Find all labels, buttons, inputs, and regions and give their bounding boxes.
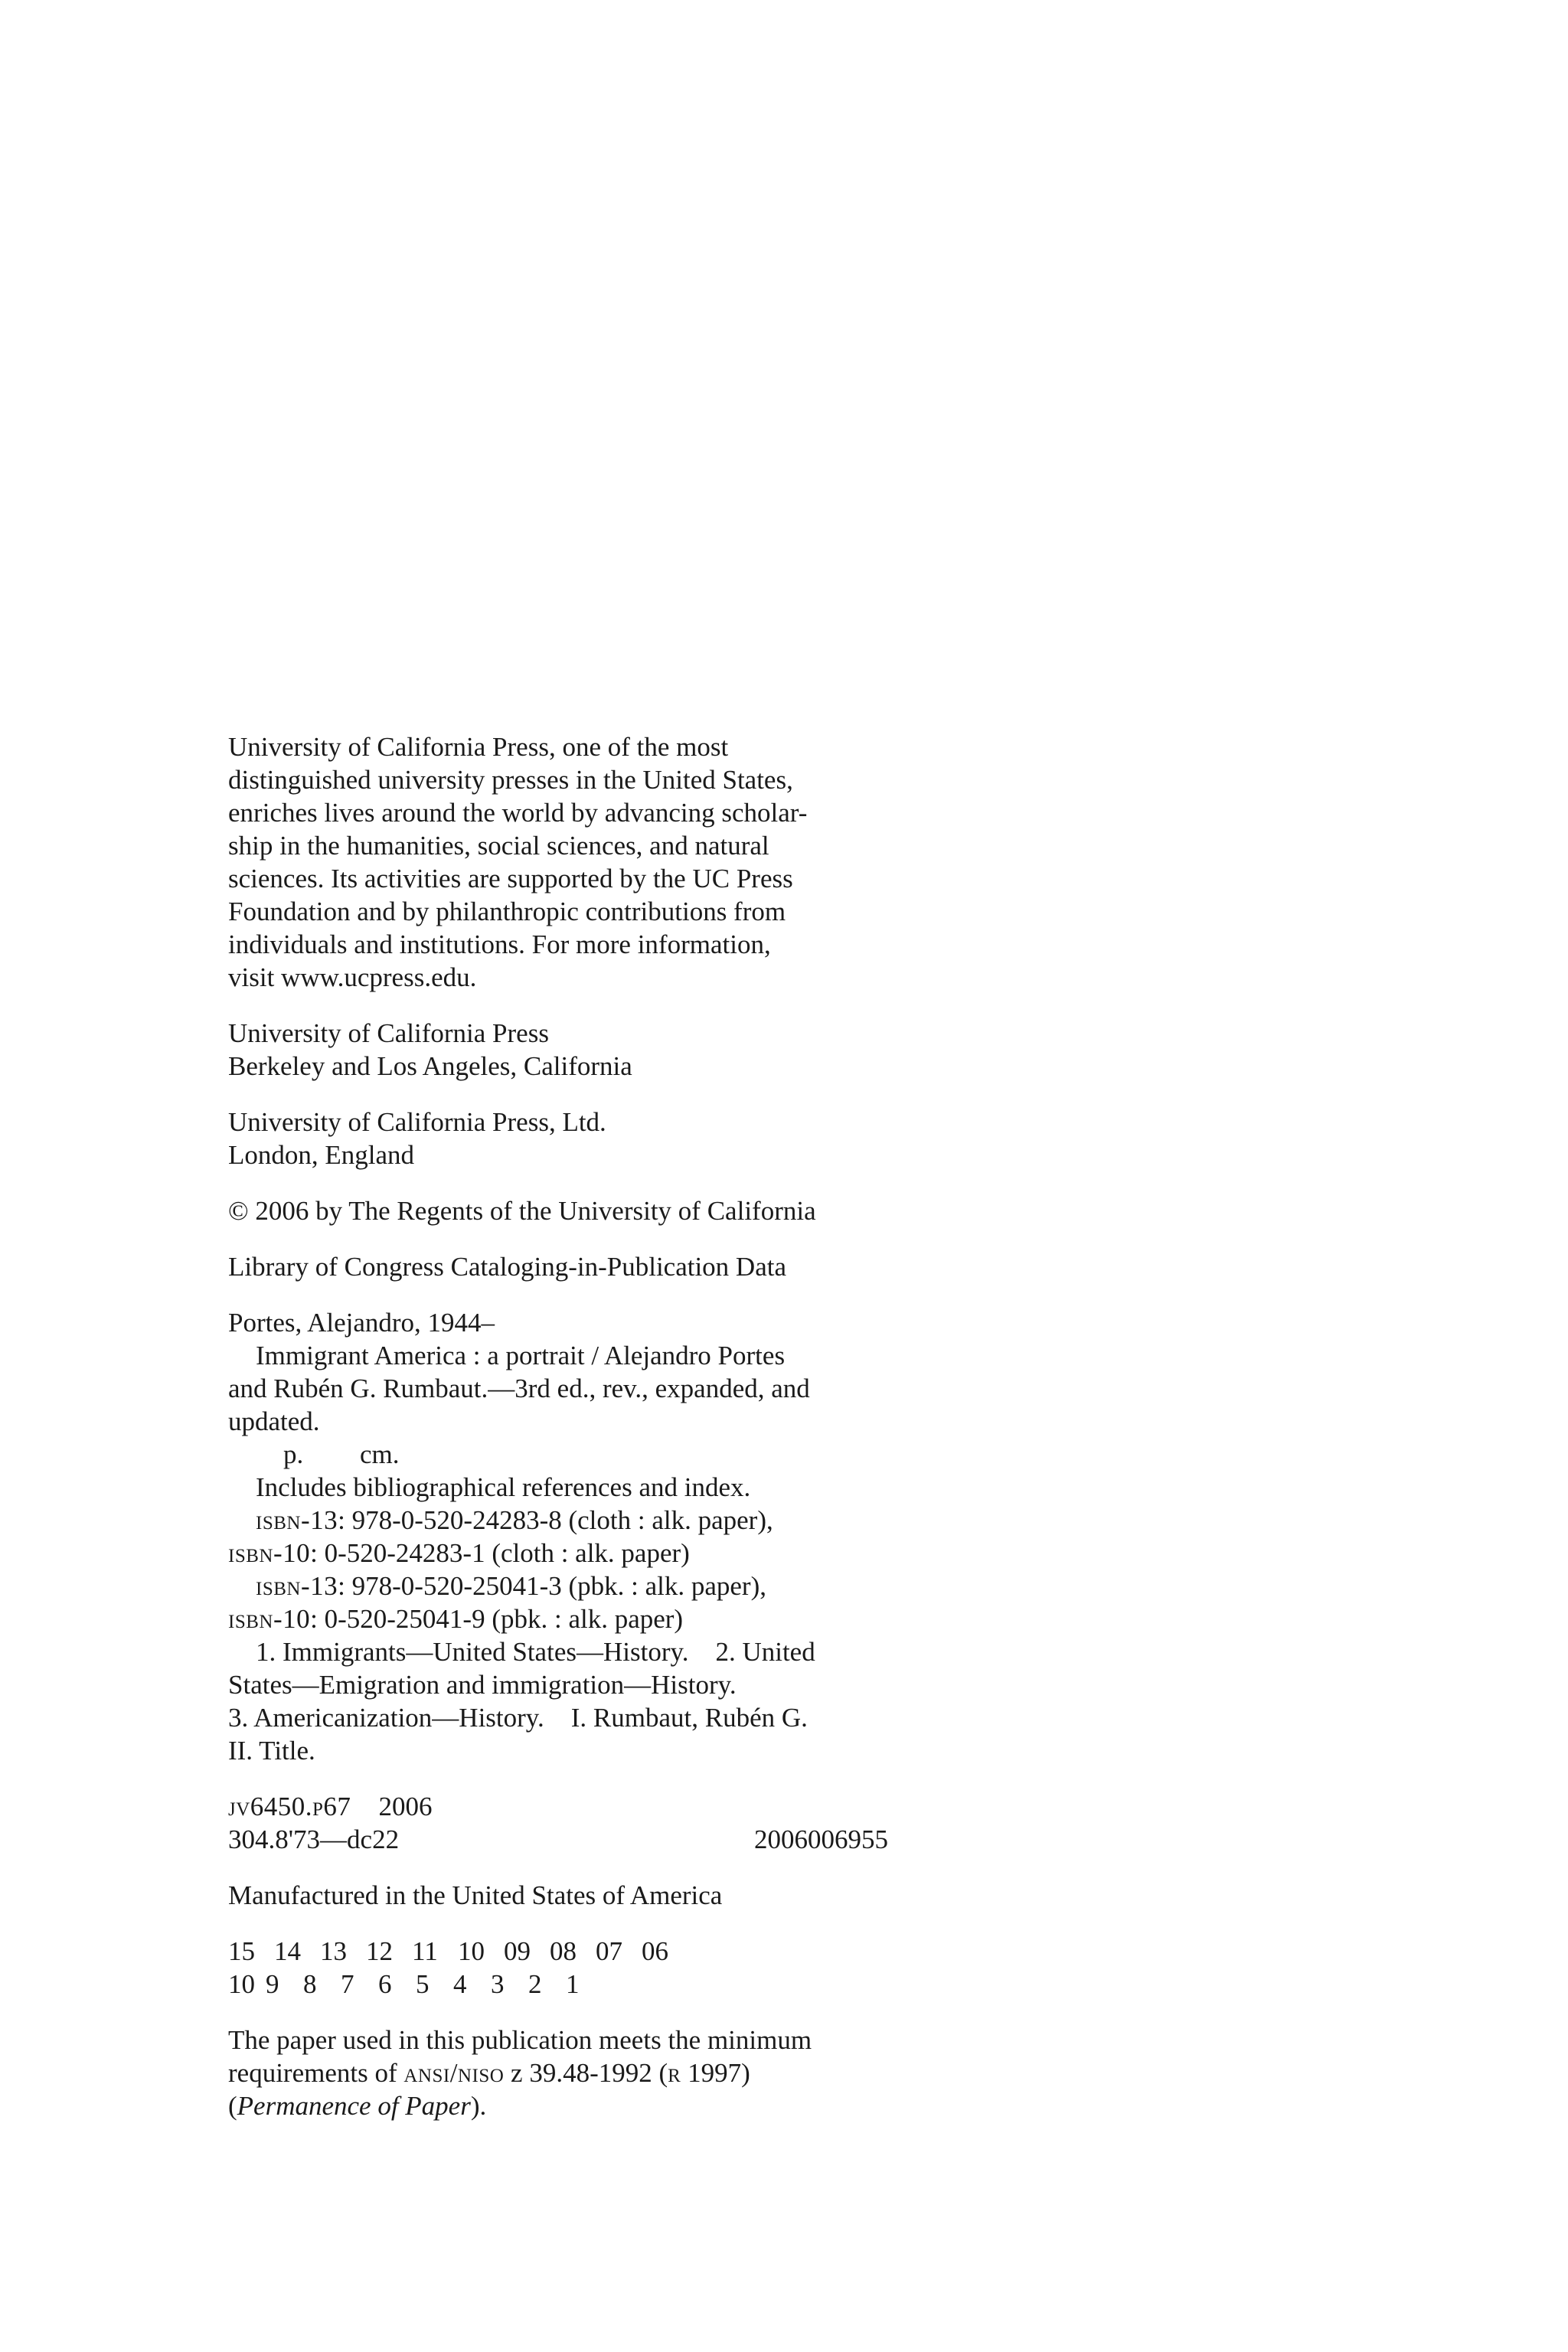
printing-year: 12: [366, 1936, 393, 1966]
blurb-line: ship in the humanities, social sciences, and natural: [228, 831, 769, 861]
permanence-title: Permanence of Paper: [237, 2091, 471, 2121]
printing-number: 10: [228, 1969, 255, 1999]
cip-subjects: 3. Americanization—History. I. Rumbaut, Rubén G.: [228, 1703, 808, 1733]
cip-physical: [228, 1438, 917, 1471]
cip-title: updated.: [228, 1406, 320, 1436]
printing-year: 09: [504, 1936, 531, 1966]
manufactured-notice: [228, 1879, 917, 1912]
printing-year: 06: [642, 1936, 668, 1966]
paper-note: [228, 2024, 917, 2122]
paper-note-line: [228, 2089, 917, 2122]
blurb-line: individuals and institutions. For more information,: [228, 929, 771, 959]
paper-note-text: (: [228, 2091, 237, 2121]
publisher-name: University of California Press, Ltd.: [228, 1107, 606, 1137]
cip-subjects: II. Title.: [228, 1736, 315, 1766]
printing-number: 4: [453, 1969, 467, 1999]
printing-number: 8: [303, 1969, 317, 1999]
paper-note-text: ).: [470, 2091, 487, 2121]
paper-note-line: The paper used in this publication meets the minimum: [228, 2025, 812, 2055]
cip-isbn: [228, 1504, 917, 1537]
cip-heading: [228, 1250, 917, 1283]
printing-line: [228, 1935, 917, 2001]
lccn-number: 2006006955: [754, 1824, 888, 1854]
publisher-location: Berkeley and Los Angeles, California: [228, 1051, 632, 1081]
blurb-line: Foundation and by philanthropic contributions from: [228, 897, 786, 926]
dewey-number: 304.8'73—dc22: [228, 1824, 400, 1854]
paper-note-text: z 39.48-1992 (: [504, 2058, 668, 2088]
printing-number: 3: [491, 1969, 505, 1999]
standard-name: ansi/niso: [403, 2058, 505, 2088]
isbn-value: : 978-0-520-24283-8 (cloth : alk. paper),: [338, 1505, 773, 1535]
printing-number: 9: [266, 1969, 279, 1999]
printing-number: 1: [566, 1969, 580, 1999]
blurb-line: sciences. Its activities are supported by the UC Press: [228, 864, 793, 893]
isbn-label: isbn-13: [256, 1571, 338, 1601]
dewey-lccn-row: [228, 1823, 888, 1856]
paper-note-text: 1997): [681, 2058, 750, 2088]
copyright-page: [228, 730, 917, 2122]
publisher-name: University of California Press: [228, 1018, 549, 1048]
isbn-value: : 0-520-24283-1 (cloth : alk. paper): [310, 1538, 690, 1568]
isbn-label: isbn-10: [228, 1604, 311, 1634]
cip-includes: Includes bibliographical references and index.: [256, 1472, 751, 1502]
printing-years: [228, 1935, 917, 1968]
printing-year: 14: [274, 1936, 301, 1966]
cip-subjects: 1. Immigrants—United States—History. 2. United: [256, 1637, 815, 1667]
isbn-label: isbn-13: [256, 1505, 338, 1535]
cip-record: [228, 1306, 917, 1767]
cip-isbn: [228, 1570, 917, 1602]
cip-pages-label: p.: [283, 1439, 304, 1469]
printing-year: 07: [596, 1936, 622, 1966]
printing-year: 08: [550, 1936, 577, 1966]
copyright-notice: [228, 1194, 917, 1227]
isbn-value: : 0-520-25041-9 (pbk. : alk. paper): [310, 1604, 684, 1634]
publisher-us: [228, 1017, 917, 1083]
printing-numbers: [228, 1968, 917, 2001]
cip-cm-label: cm.: [360, 1439, 400, 1469]
cip-author: Portes, Alejandro, 1944–: [228, 1308, 495, 1338]
classification-numbers: [228, 1790, 917, 1856]
isbn-label: isbn-10: [228, 1538, 311, 1568]
lc-year: 2006: [378, 1792, 433, 1821]
printing-number: 2: [528, 1969, 542, 1999]
blurb-line: University of California Press, one of the most: [228, 732, 729, 762]
isbn-value: : 978-0-520-25041-3 (pbk. : alk. paper),: [338, 1571, 766, 1601]
lc-call-number: [228, 1790, 917, 1823]
cip-subjects: States—Emigration and immigration—History.: [228, 1670, 737, 1700]
copyright-line: © 2006 by The Regents of the University of California: [228, 1196, 816, 1226]
cip-isbn: [228, 1602, 917, 1635]
printing-year: 15: [228, 1936, 255, 1966]
cip-heading-text: Library of Congress Cataloging-in-Publication Data: [228, 1252, 787, 1282]
lc-call: jv6450.p67: [228, 1792, 351, 1821]
manufactured-line: Manufactured in the United States of America: [228, 1880, 723, 1910]
paper-note-line: [228, 2056, 917, 2089]
publisher-uk: [228, 1106, 917, 1171]
cip-title: Immigrant America : a portrait / Alejandro Portes: [256, 1341, 786, 1370]
cip-isbn: [228, 1537, 917, 1570]
blurb-line: distinguished university presses in the United States,: [228, 765, 793, 795]
printing-year: 10: [458, 1936, 485, 1966]
blurb-line: visit www.ucpress.edu.: [228, 962, 477, 992]
blurb-line: enriches lives around the world by advancing scholar-: [228, 798, 808, 828]
printing-number: 6: [378, 1969, 392, 1999]
printing-year: 11: [412, 1936, 438, 1966]
publisher-location: London, England: [228, 1140, 415, 1170]
printing-number: 5: [416, 1969, 430, 1999]
cip-title: and Rubén G. Rumbaut.—3rd ed., rev., expanded, and: [228, 1374, 810, 1403]
printing-year: 13: [320, 1936, 347, 1966]
press-blurb: [228, 730, 917, 994]
reaffirmed-mark: r: [668, 2058, 681, 2088]
printing-number: 7: [341, 1969, 354, 1999]
paper-note-text: requirements of: [228, 2058, 404, 2088]
